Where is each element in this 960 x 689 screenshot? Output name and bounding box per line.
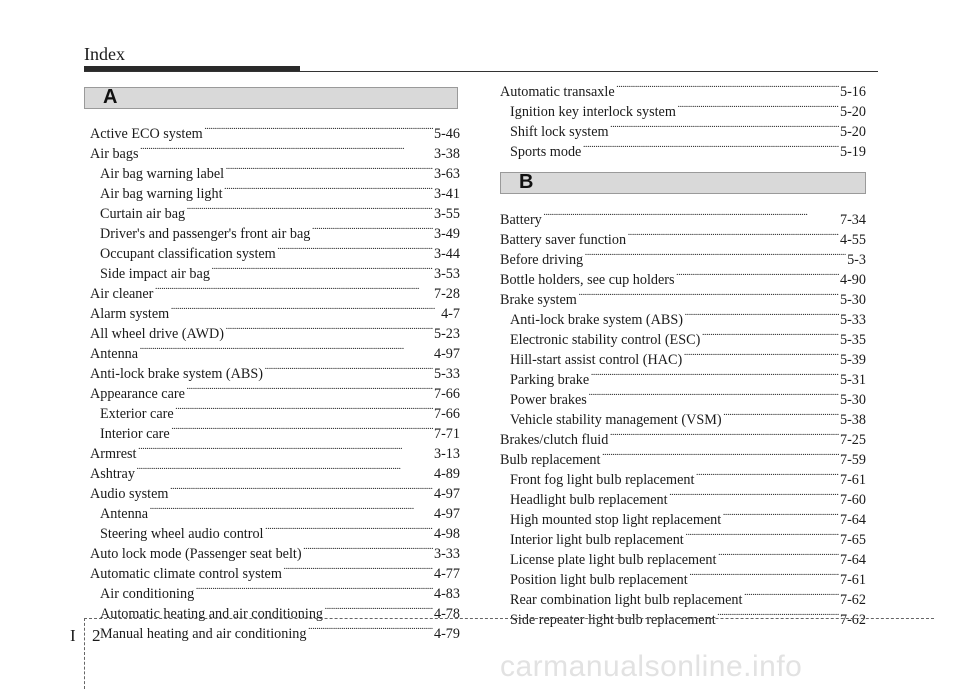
entry-page-ref: 5-16 [839,84,866,100]
entry-page-ref: 3-53 [433,266,460,282]
dot-leader [224,184,433,198]
entry-label: Steering wheel audio control [100,526,264,542]
entry-label: Air bags [90,146,139,162]
entry-label: Antenna [100,506,149,522]
entry-label: Active ECO system [90,126,203,142]
entry-page-ref: 4-98 [433,526,460,542]
dot-leader [225,164,433,178]
dot-leader [186,204,433,218]
entry-label: Interior care [100,426,170,442]
index-entry [90,324,460,344]
entry-label: Automatic climate control system [90,566,282,582]
dot-leader [584,250,846,264]
entry-label: Front fog light bulb replacement [510,472,695,488]
entry-label: Auto lock mode (Passenger seat belt) [90,546,302,562]
entry-label: Power brakes [510,392,587,408]
index-subentry [500,350,866,370]
entry-label: Before driving [500,252,584,268]
section-header-b [500,172,866,194]
index-subentry [90,244,460,264]
dot-leader [264,364,433,378]
watermark: carmanualsonline.info [500,650,803,683]
entry-label: Side impact air bag [100,266,210,282]
entry-label: Anti-lock brake system (ABS) [510,312,683,328]
entry-page-ref: 3-49 [433,226,460,242]
entry-page-ref: 4-97 [433,506,460,522]
index-subentry [90,624,460,644]
index-subentry [90,524,460,544]
dot-leader [610,122,839,136]
entry-page-ref: 4-97 [433,346,460,362]
entry-label: All wheel drive (AWD) [90,326,224,342]
entry-label: Occupant classification system [100,246,276,262]
dot-leader [616,82,839,96]
entry-label: Battery [500,212,542,228]
entry-label: Air cleaner [90,286,154,302]
dot-leader [136,464,433,478]
entry-label: Exterior care [100,406,174,422]
dot-leader [578,290,839,304]
entry-page-ref: 7-64 [839,552,866,568]
entry-page-ref: 7-66 [433,406,460,422]
entry-page-ref: 3-63 [433,166,460,182]
index-entry [500,230,866,250]
dot-leader [170,304,440,318]
index-subentry [500,122,866,142]
dot-leader [154,284,433,298]
index-subentry [90,224,460,244]
dot-leader [283,564,433,578]
index-subentry [500,530,866,550]
entry-page-ref: 3-55 [433,206,460,222]
section-header-a [84,87,458,109]
entry-label: Bulb replacement [500,452,601,468]
dot-leader [277,244,433,258]
dot-leader [195,584,433,598]
index-entry [90,444,460,464]
entry-label: Sports mode [510,144,582,160]
entry-page-ref: 3-33 [433,546,460,562]
dot-leader [601,450,839,464]
index-entry [90,484,460,504]
index-entry [90,284,460,304]
dot-leader [685,530,839,544]
entry-page-ref: 7-62 [839,612,866,628]
index-subentry [90,504,460,524]
dot-leader [311,224,433,238]
index-subentry [500,570,866,590]
entry-label: Parking brake [510,372,590,388]
index-entry [90,384,460,404]
entry-label: Shift lock system [510,124,609,140]
entry-page-ref: 7-25 [839,432,866,448]
dot-leader [588,390,839,404]
index-subentry [500,490,866,510]
entry-label: Alarm system [90,306,170,322]
entry-page-ref: 7-28 [433,286,460,302]
index-entry [500,290,866,310]
page-title: Index [84,44,125,64]
index-entry [500,270,866,290]
dot-leader [211,264,433,278]
index-subentry [500,310,866,330]
entry-page-ref: 5-30 [839,292,866,308]
entry-page-ref: 7-62 [839,592,866,608]
entry-page-ref: 5-31 [839,372,866,388]
entry-label: Driver's and passenger's front air bag [100,226,311,242]
entry-label: Air conditioning [100,586,195,602]
entry-label: Vehicle stability management (VSM) [510,412,722,428]
index-subentry [90,404,460,424]
dot-leader [139,344,433,358]
dot-leader [139,144,433,158]
index-subentry [90,204,460,224]
dot-leader [225,324,433,338]
entry-page-ref: 5-20 [839,124,866,140]
entry-label: License plate light bulb replacement [510,552,717,568]
entry-page-ref: 5-35 [839,332,866,348]
entry-label: Anti-lock brake system (ABS) [90,366,263,382]
entry-label: Rear combination light bulb replacement [510,592,743,608]
entry-label: Air bag warning light [100,186,223,202]
section-letter-b: B [519,171,534,193]
dot-leader [307,624,433,638]
entry-label: Antenna [90,346,139,362]
entry-page-ref: 7-64 [839,512,866,528]
entry-label: High mounted stop light replacement [510,512,722,528]
index-subentry [500,470,866,490]
dot-leader [204,124,433,138]
index-subentry [500,510,866,530]
entry-page-ref: 5-33 [839,312,866,328]
entry-label: Bottle holders, see cup holders [500,272,675,288]
entry-page-ref: 3-44 [433,246,460,262]
entry-page-ref: 5-46 [433,126,460,142]
entry-label: Electronic stability control (ESC) [510,332,701,348]
dot-leader [677,102,839,116]
dot-leader [590,370,839,384]
entry-page-ref: 5-23 [433,326,460,342]
index-entry [90,544,460,564]
index-subentry [500,142,866,162]
index-entry [500,450,866,470]
index-entry [90,344,460,364]
entry-page-ref: 4-97 [433,486,460,502]
entry-page-ref: 3-13 [433,446,460,462]
dot-leader [138,444,433,458]
index-entry [90,144,460,164]
index-entry [90,304,460,324]
entry-label: Position light bulb replacement [510,572,688,588]
entry-page-ref: 5-33 [433,366,460,382]
entry-page-ref: 4-55 [839,232,866,248]
dot-leader [175,404,433,418]
entry-page-ref: 4-7 [441,306,460,322]
entry-page-ref: 4-90 [839,272,866,288]
index-subentry [90,424,460,444]
index-subentry [500,610,866,630]
index-entry [500,430,866,450]
dot-leader [627,230,839,244]
entry-page-ref: 7-71 [433,426,460,442]
entry-page-ref: 7-61 [839,472,866,488]
index-subentry [90,604,460,624]
index-column-right-a [500,82,866,162]
entry-page-ref: 7-61 [839,572,866,588]
dot-leader [722,510,839,524]
entry-page-ref: 5-38 [839,412,866,428]
index-column-left [90,124,460,644]
index-subentry [90,264,460,284]
footer-dashed-divider [84,618,85,689]
entry-page-ref: 3-38 [433,146,460,162]
entry-label: Side repeater light bulb replacement [510,612,716,628]
entry-label: Headlight bulb replacement [510,492,668,508]
dot-leader [582,142,839,156]
entry-page-ref: 7-66 [433,386,460,402]
entry-page-ref: 5-19 [839,144,866,160]
entry-page-ref: 7-59 [839,452,866,468]
index-subentry [500,590,866,610]
dot-leader [689,570,839,584]
entry-page-ref: 7-60 [839,492,866,508]
dot-leader [717,610,839,624]
index-entry [90,464,460,484]
entry-label: Battery saver function [500,232,627,248]
header-rule [84,71,878,72]
entry-label: Hill-start assist control (HAC) [510,352,683,368]
index-subentry [90,184,460,204]
entry-page-ref: 7-65 [839,532,866,548]
dot-leader [743,590,839,604]
entry-page-ref: 5-3 [847,252,866,268]
dot-leader [695,470,839,484]
entry-page-ref: 5-30 [839,392,866,408]
entry-page-ref: 4-78 [433,606,460,622]
entry-label: Brake system [500,292,577,308]
entry-label: Automatic transaxle [500,84,615,100]
page-number-section: I [70,626,76,645]
entry-label: Automatic heating and air conditioning [100,606,324,622]
index-entry [90,564,460,584]
entry-page-ref: 7-34 [839,212,866,228]
dot-leader [265,524,433,538]
dot-leader [186,384,433,398]
index-subentry [500,330,866,350]
entry-page-ref: 3-41 [433,186,460,202]
entry-label: Audio system [90,486,169,502]
index-subentry [500,410,866,430]
dot-leader [701,330,839,344]
dot-leader [324,604,433,618]
entry-label: Manual heating and air conditioning [100,626,307,642]
page-number: 2 [92,626,101,645]
entry-page-ref: 4-77 [433,566,460,582]
entry-page-ref: 4-89 [433,466,460,482]
index-entry [90,124,460,144]
index-subentry [500,550,866,570]
entry-label: Appearance care [90,386,185,402]
entry-label: Ashtray [90,466,135,482]
section-letter-a: A [103,86,118,108]
index-entry [500,250,866,270]
footer-dashed-rule [84,618,934,619]
entry-page-ref: 5-20 [839,104,866,120]
dot-leader [543,210,839,224]
index-column-right-b [500,210,866,630]
dot-leader [171,424,433,438]
dot-leader [684,310,839,324]
index-subentry [90,164,460,184]
dot-leader [169,484,433,498]
entry-page-ref: 5-39 [839,352,866,368]
index-subentry [500,370,866,390]
index-entry [500,82,866,102]
dot-leader [723,410,839,424]
entry-label: Curtain air bag [100,206,186,222]
entry-label: Armrest [90,446,137,462]
index-subentry [500,390,866,410]
dot-leader [303,544,433,558]
index-entry [500,210,866,230]
index-entry [90,364,460,384]
dot-leader [669,490,839,504]
entry-label: Brakes/clutch fluid [500,432,609,448]
entry-label: Interior light bulb replacement [510,532,684,548]
dot-leader [609,430,839,444]
entry-label: Air bag warning label [100,166,225,182]
entry-label: Ignition key interlock system [510,104,676,120]
dot-leader [717,550,839,564]
dot-leader [683,350,839,364]
entry-page-ref: 4-83 [433,586,460,602]
dot-leader [676,270,839,284]
index-subentry [500,102,866,122]
index-subentry [90,584,460,604]
dot-leader [149,504,433,518]
entry-page-ref: 4-79 [433,626,460,642]
